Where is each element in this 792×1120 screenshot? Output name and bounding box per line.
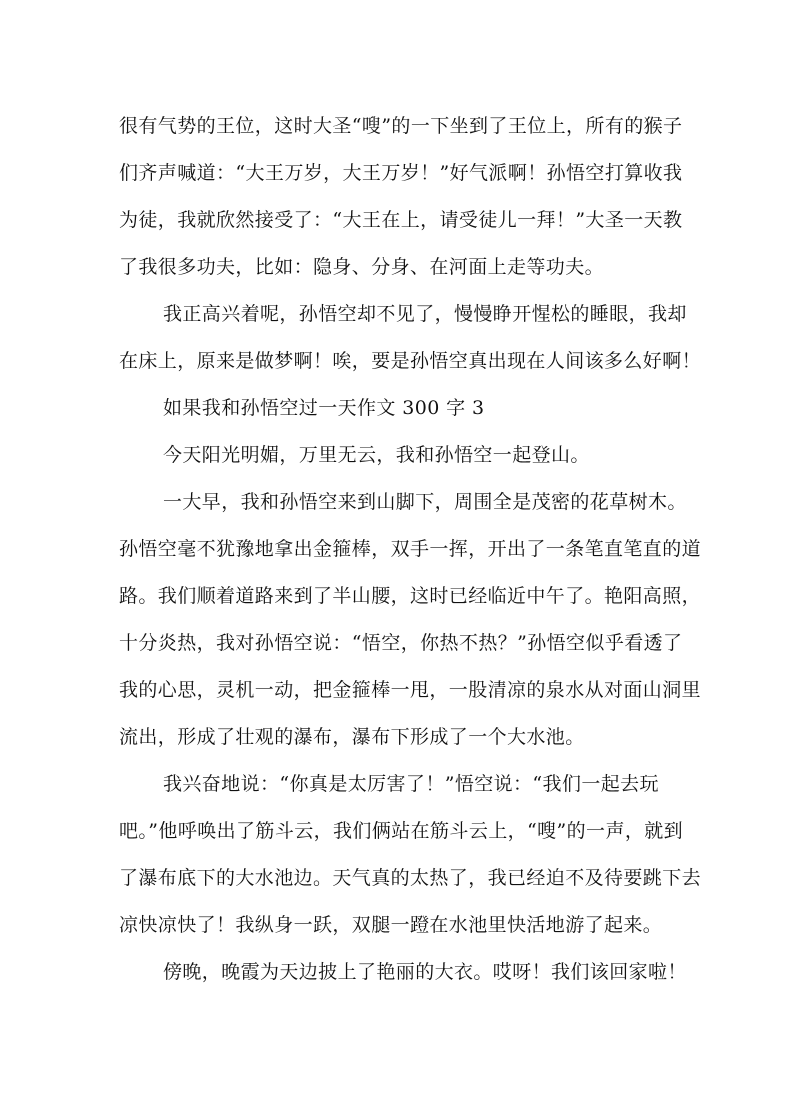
- text-line-9: 孙悟空毫不犹豫地拿出金箍棒，双手一挥，开出了一条笔直笔直的道: [119, 538, 702, 560]
- text-line-10: 路。我们顺着道路来到了半山腰，这时已经临近中午了。艳阳高照，: [119, 585, 702, 607]
- text-line-11: 十分炎热，我对孙悟空说：“悟空，你热不热？”孙悟空似乎看透了: [119, 632, 683, 654]
- text-line-7: 今天阳光明媚，万里无云，我和孙悟空一起登山。: [163, 444, 590, 466]
- text-line-3: 为徒，我就欣然接受了：“大王在上，请受徒儿一拜！”大圣一天教: [119, 209, 683, 231]
- text-line-17: 凉快凉快了！我纵身一跃，双腿一蹬在水池里快活地游了起来。: [119, 914, 663, 936]
- text-line-1: 很有气势的王位，这时大圣“嗖”的一下坐到了王位上，所有的猴子: [119, 115, 683, 137]
- text-line-14: 我兴奋地说：“你真是太厉害了！”悟空说：“我们一起去玩: [163, 773, 659, 795]
- text-line-6: 在床上，原来是做梦啊！唉，要是孙悟空真出现在人间该多么好啊！: [119, 350, 702, 372]
- text-line-16: 了瀑布底下的大水池边。天气真的太热了，我已经迫不及待要跳下去: [119, 867, 702, 889]
- text-line-18: 傍晚，晚霞为天边披上了艳丽的大衣。哎呀！我们该回家啦！: [163, 961, 687, 983]
- text-line-15: 吧。”他呼唤出了筋斗云，我们俩站在筋斗云上，“嗖”的一声，就到: [119, 820, 684, 842]
- text-line-5: 我正高兴着呢，孙悟空却不见了，慢慢睁开惺松的睡眼，我却: [163, 303, 687, 325]
- text-line-8: 一大早，我和孙悟空来到山脚下，周围全是茂密的花草树木。: [163, 491, 687, 513]
- text-line-12: 我的心思，灵机一动，把金箍棒一甩，一股清凉的泉水从对面山洞里: [119, 679, 702, 701]
- text-line-4: 了我很多功夫，比如：隐身、分身、在河面上走等功夫。: [119, 256, 605, 278]
- text-line-2: 们齐声喊道：“大王万岁，大王万岁！”好气派啊！孙悟空打算收我: [119, 162, 683, 184]
- section-title: 如果我和孙悟空过一天作文 300 字 3: [163, 397, 485, 419]
- text-line-13: 流出，形成了壮观的瀑布，瀑布下形成了一个大水池。: [119, 726, 585, 748]
